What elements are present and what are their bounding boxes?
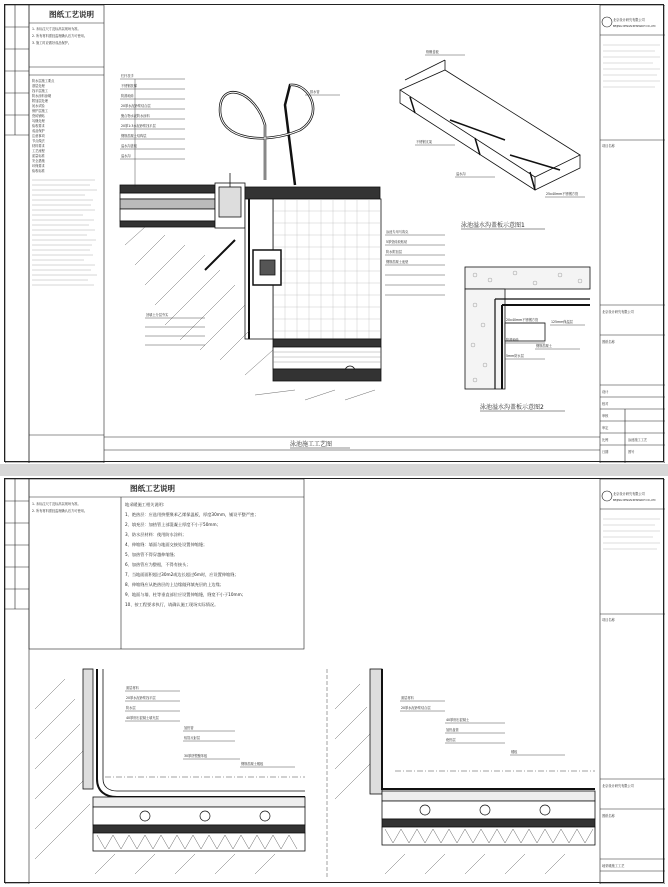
heating-specs — [125, 501, 258, 608]
general-note: 2. 所有材料需经监理确认后方可使用。 — [32, 509, 88, 513]
general-note: 1. 未标注尺寸及标高以现场为准。 — [32, 502, 81, 506]
tb-drawing-name: 地采暖施工工艺 — [602, 864, 625, 868]
callout: 钢筋混凝土楼板 — [241, 762, 264, 766]
drawing-label: 图纸名称 — [602, 814, 615, 818]
detail2-title: 泳池溢水沟盖板示意图2 — [480, 404, 544, 411]
heating-callouts-right — [400, 695, 565, 755]
detail1-drawing — [400, 60, 580, 190]
callout: 溢水沟盖板 — [121, 144, 137, 148]
callout: 20厚1:3水泥砂浆找平层 — [121, 124, 156, 128]
spec-list — [32, 78, 55, 173]
company-name: 北京设计研究有限公司 — [602, 310, 634, 314]
spec-item: 验收标准 — [32, 169, 45, 173]
callout: 防水附加层 — [386, 250, 402, 254]
callout: 不锈钢扶梯 — [121, 84, 137, 88]
heating-detail-right — [327, 669, 595, 879]
company-name-en: BEIJING DESIGN RESEARCH CO.,LTD — [613, 25, 656, 28]
callout: 栏杆扶手 — [121, 74, 134, 78]
callout: 排水管 — [310, 90, 320, 94]
project-label: 项目名称 — [602, 144, 615, 148]
spec-item: 10、按工程要求执行，请确认施工现场实际情况。 — [125, 602, 219, 607]
notes-title: 图纸工艺说明 — [130, 484, 175, 493]
spec-item: 2、填充层：加热管上部混凝土厚度不小于50mm； — [125, 522, 221, 527]
callout: 面层材料 — [401, 696, 414, 700]
drawing-title: 泳池施工工艺图 — [290, 441, 333, 448]
tb-field: 比例 — [602, 438, 609, 442]
spec-item: 安全措施 — [32, 159, 45, 163]
tb-field: 审定 — [602, 426, 609, 430]
company-name: 北京设计研究有限公司 — [613, 492, 645, 496]
drawing-sheet-1 — [4, 4, 664, 462]
spec-item: 5、加热管不得穿越伸缩缝； — [125, 552, 178, 557]
spec-item: 8、伸缩缝应从绝热层的上边缘做到填充层的上边缘； — [125, 582, 224, 587]
spec-item: 成品保护 — [32, 129, 45, 133]
tb-drawing-name: 泳池施工工艺 — [628, 438, 648, 442]
spec-heading: 地采暖施工相关说明: — [125, 502, 165, 507]
title-block — [600, 5, 665, 463]
sheet-separator — [0, 464, 668, 476]
callout: 20x40mm不锈钢方管 — [506, 318, 539, 322]
heating-detail-left — [35, 669, 305, 874]
tb-field: 校对 — [602, 402, 609, 406]
spec-item: 防水层施工要点 — [32, 79, 55, 83]
detail1-callouts — [415, 49, 585, 197]
callout: 5厚瓷砖胶粘贴 — [386, 240, 408, 244]
drawing-label: 图纸名称 — [602, 340, 615, 344]
spec-item: 4、伸缩缝：墙面与地面交接处设置伸缩缝； — [125, 542, 208, 547]
spec-item: 附加层处理 — [32, 99, 48, 103]
spec-item: 7、当地面面积超过30m2或边长超过6m时，应设置伸缩缝； — [125, 572, 239, 577]
callout: 格栅盖板 — [426, 50, 439, 54]
callout: 5mm防水层 — [506, 354, 524, 358]
callout: 40厚细石混凝土 — [446, 718, 470, 722]
spec-item: 材料要求 — [32, 144, 45, 148]
spec-item: 1、绝热层：应选用挤塑聚苯乙烯保温板，厚度30mm，铺设平整严密； — [125, 512, 259, 517]
callout: 泳池专用马赛克 — [386, 230, 409, 234]
callout: 不锈钢支架 — [416, 140, 432, 144]
callout: 回填土分层夯实 — [146, 313, 169, 317]
callout: 钢筋混凝土 — [536, 344, 552, 348]
sheet2-drawing — [5, 479, 665, 884]
spec-item: 找平层施工 — [32, 89, 48, 93]
spec-item: 工艺流程 — [32, 149, 45, 153]
heating-callouts-left — [125, 685, 295, 767]
pool-section-main — [120, 85, 381, 400]
callout: 铝箔反射层 — [184, 736, 200, 740]
company-name: 北京设计研究有限公司 — [613, 18, 645, 22]
callout: 20厚水泥砂浆找平层 — [126, 696, 156, 700]
spec-item: 瓷砖铺贴 — [32, 114, 45, 118]
tb-field: 设计 — [602, 390, 609, 394]
callout: 加热管 — [184, 726, 194, 730]
sheet1-drawing — [5, 5, 665, 463]
spec-item: 闭水试验 — [32, 104, 45, 108]
spec-item: 节点做法 — [32, 139, 45, 143]
callout: 面层材料 — [126, 686, 139, 690]
company-name: 北京设计研究有限公司 — [602, 784, 634, 788]
spec-item: 注意事项 — [32, 134, 45, 138]
callout: 20厚水泥砂浆结合层 — [121, 104, 151, 108]
callout: 聚合物水泥防水涂料 — [121, 114, 150, 118]
callout: 防滑地砖 — [121, 94, 134, 98]
company-name-en: BEIJING DESIGN RESEARCH CO.,LTD — [613, 499, 656, 502]
callout: 钢筋混凝土结构层 — [121, 134, 147, 138]
spec-item: 验收要求 — [32, 124, 45, 128]
tb-field: 图号 — [628, 450, 635, 454]
callout: 防滑地砖 — [506, 338, 519, 342]
detail1-title: 泳池溢水沟盖板示意图1 — [461, 222, 525, 229]
callout: 25x40mm不锈钢方管 — [546, 192, 579, 196]
callout: 20厚水泥砂浆结合层 — [401, 706, 431, 710]
general-notes — [32, 26, 87, 45]
detail2-drawing — [465, 267, 590, 389]
spec-item: 6、加热管应为整根，不得有接头； — [125, 562, 191, 567]
callout: 125mm保温层 — [551, 320, 573, 324]
callout: 溢水沟 — [456, 172, 466, 176]
tb-field: 日期 — [602, 450, 609, 454]
callout: 溢水沟 — [121, 154, 131, 158]
spec-item: 质量标准 — [32, 154, 45, 158]
title-block — [600, 479, 665, 884]
callout: 绝热层 — [446, 738, 456, 742]
callout: 楼板 — [511, 750, 518, 754]
spec-item: 勾缝处理 — [32, 119, 45, 123]
callout: 钢筋混凝土池壁 — [386, 260, 409, 264]
callout: 30厚挤塑聚苯板 — [184, 754, 208, 758]
spec-item: 防水涂料涂刷 — [32, 94, 52, 98]
tb-field: 审核 — [602, 414, 609, 418]
spec-item: 环保要求 — [32, 164, 45, 168]
spec-item: 3、防水层材料：使用防水涂料； — [125, 532, 187, 537]
general-note: 2. 所有材料需经监理确认后方可使用。 — [32, 34, 88, 38]
notes-title: 图纸工艺说明 — [49, 10, 94, 19]
spec-item: 基层处理 — [32, 84, 45, 88]
project-label: 项目名称 — [602, 618, 615, 622]
callout: 加热盘管 — [446, 728, 459, 732]
general-note: 1. 未标注尺寸及标高以现场为准。 — [32, 27, 81, 31]
callout: 40厚细石混凝土填充层 — [126, 716, 159, 720]
stamp-column — [5, 5, 29, 463]
callout: 防水层 — [126, 706, 136, 710]
spec-item: 9、地面与墙、柱等垂直部位应设置伸缩缝，缝宽不小于10mm； — [125, 592, 246, 597]
drawing-sheet-2 — [4, 478, 664, 883]
general-note: 3. 施工时应做好成品保护。 — [32, 41, 72, 45]
spec-item: 保护层施工 — [32, 109, 48, 113]
